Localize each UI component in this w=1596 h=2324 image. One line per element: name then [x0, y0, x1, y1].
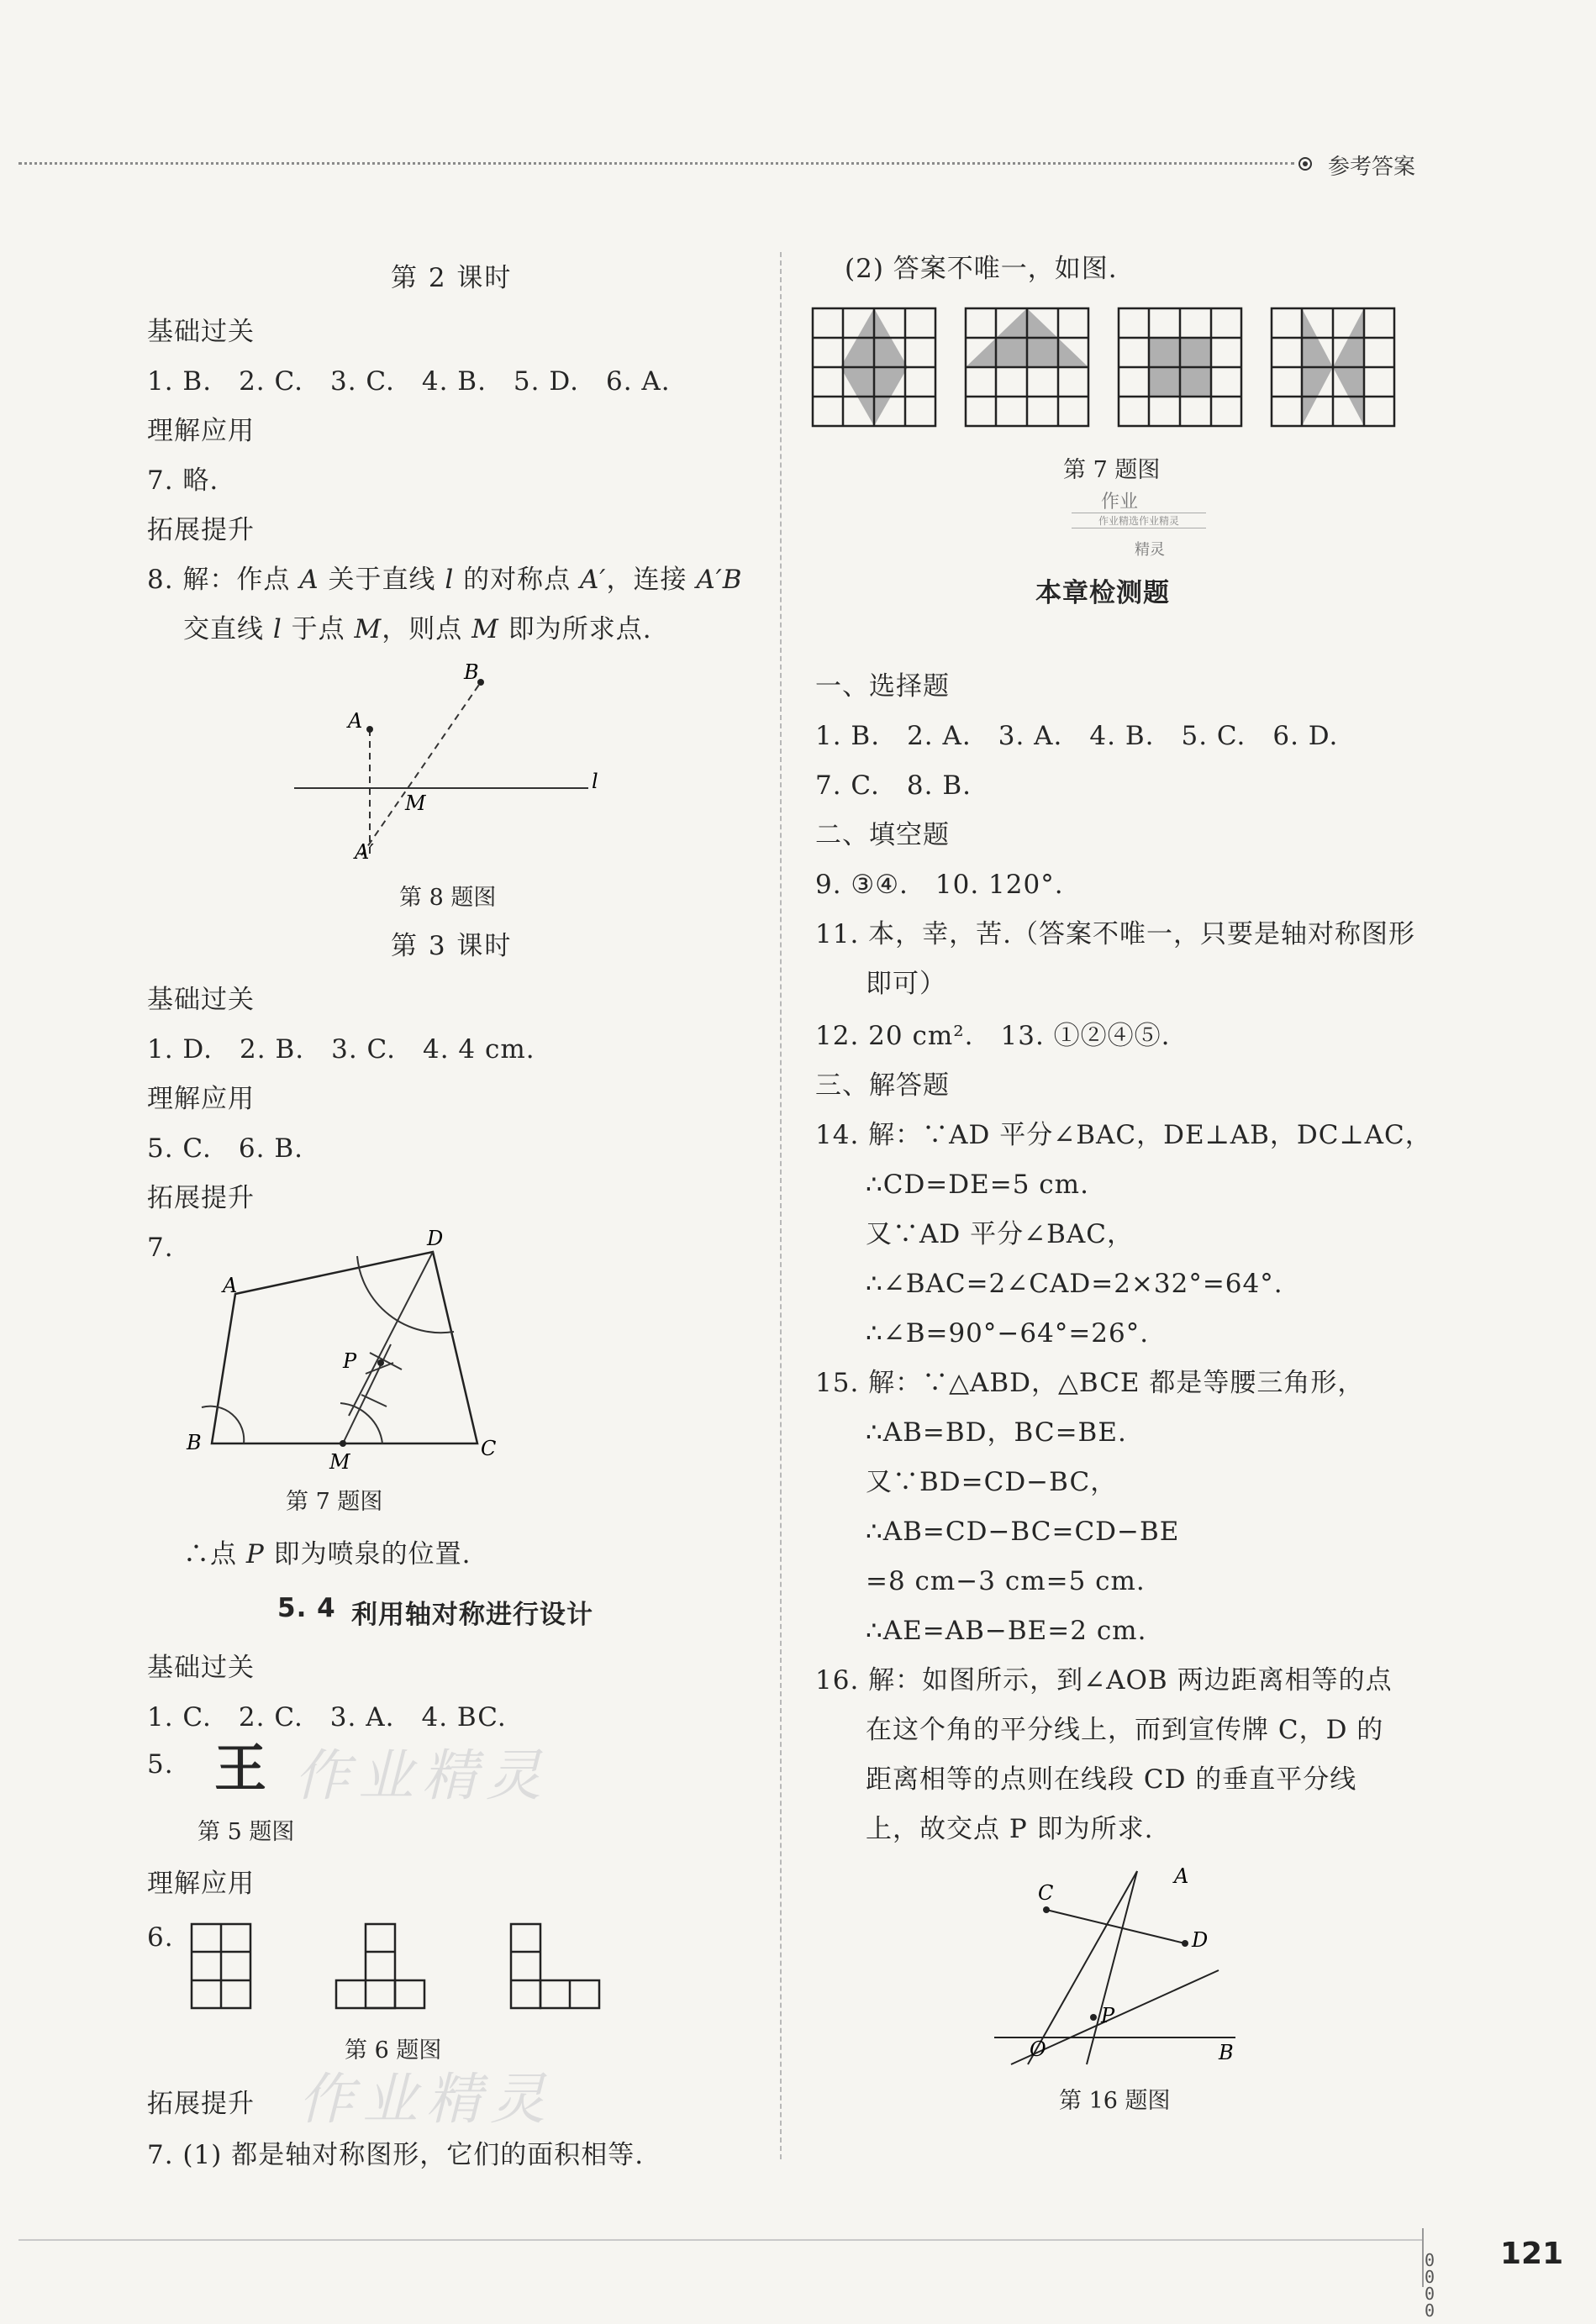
header-label: 参考答案 [1328, 155, 1416, 180]
figure-6 [185, 1920, 605, 2012]
label-D: D [427, 1227, 444, 1250]
fill-answers-3: 即可） [866, 969, 946, 999]
q6-shape-2 [336, 1924, 424, 2008]
section-solve: 三、解答题 [815, 1070, 950, 1101]
section-5-4-title: 利用轴对称进行设计 [351, 1600, 593, 1630]
ext2-heading: 拓展提升 [147, 1183, 255, 1213]
perp-bisector-CD [1087, 1871, 1137, 2064]
q14-line3: 又∵AD 平分∠BAC， [866, 1219, 1134, 1249]
stamp-bot: 精灵 [1135, 541, 1165, 559]
fig7-caption: 第 7 题图 [286, 1489, 383, 1515]
footer-rule [18, 2239, 1422, 2241]
q16-line2: 在这个角的平分线上，而到宣传牌 C，D 的 [866, 1715, 1384, 1745]
figure-7-left [176, 1227, 529, 1479]
label-C: C [481, 1437, 497, 1460]
ext3-heading: 拓展提升 [147, 2089, 255, 2119]
point-P [377, 1359, 384, 1366]
label-O: O [1030, 2037, 1046, 2061]
side-digits: 0000 [1425, 2250, 1435, 2321]
tick3 [361, 1395, 387, 1406]
label-M: M [329, 1450, 350, 1474]
point-A [366, 726, 373, 733]
q8-line1: 8. 解：作点 A 关于直线 l 的对称点 A′，连接 A′B [147, 565, 743, 595]
label-A: A [223, 1274, 238, 1297]
label-D: D [1192, 1928, 1209, 1952]
basic2-heading: 基础过关 [147, 985, 255, 1015]
target-icon [1298, 156, 1313, 171]
point-P [1090, 2014, 1097, 2021]
section-choice: 一、选择题 [815, 671, 950, 702]
q14-line4: ∴∠BAC=2∠CAD=2×32°=64°. [866, 1269, 1283, 1299]
watermark-2: 作业精灵 [298, 2067, 554, 2132]
q5-caption: 第 5 题图 [198, 1819, 295, 1845]
figure-16 [988, 1864, 1256, 2080]
lesson-2-title: 第 2 课时 [391, 263, 513, 293]
stamp-top: 作业 [1101, 492, 1139, 513]
segment-CD [1046, 1910, 1185, 1943]
basic-heading: 基础过关 [147, 317, 255, 347]
fill-answers-4: 12. 20 cm². 13. ①②④⑤. [815, 1021, 1171, 1051]
q15-line4: ∴AB=CD−BC=CD−BE [866, 1517, 1180, 1547]
apply-answers: 7. 略. [147, 465, 219, 496]
header-dotted-rule [18, 162, 1294, 165]
fill-answers-1: 9. ③④. 10. 120°. [815, 870, 1064, 900]
q16-line1: 16. 解：如图所示，到∠AOB 两边距离相等的点 [815, 1665, 1393, 1696]
q14-line2: ∴CD=DE=5 cm. [866, 1170, 1089, 1200]
label-B: B [1219, 2041, 1234, 2064]
fig8-caption: 第 8 题图 [399, 885, 497, 911]
quadrilateral-ABCD [212, 1252, 477, 1443]
label-A: A [1174, 1864, 1189, 1888]
label-A-prime: A′ [355, 840, 374, 864]
grid-4 [1272, 308, 1394, 426]
q16-line4: 上，故交点 P 即为所求. [866, 1814, 1154, 1844]
q6-shape-1 [192, 1924, 250, 2008]
label-l: l [592, 770, 598, 793]
q6-caption: 第 6 题图 [345, 2037, 442, 2064]
q7-number: 7. [147, 1233, 174, 1263]
fill-answers-2: 11. 本，幸，苦.（答案不唯一，只要是轴对称图形 [815, 919, 1416, 949]
fig7r-caption: 第 7 题图 [1063, 457, 1161, 483]
figure-7-right [811, 307, 1416, 433]
line-A2B [361, 682, 481, 855]
watermark-1: 作业精灵 [294, 1743, 550, 1808]
q15-line6: ∴AE=AB−BE=2 cm. [866, 1616, 1147, 1646]
basic3-answers: 1. C. 2. C. 3. A. 4. BC. [147, 1702, 507, 1732]
fig16-caption: 第 16 题图 [1059, 2088, 1171, 2114]
point-D [1182, 1940, 1188, 1947]
label-P: P [1101, 2004, 1115, 2027]
label-M: M [405, 791, 426, 815]
q16-line3: 距离相等的点则在线段 CD 的垂直平分线 [866, 1764, 1357, 1795]
apply3-heading: 理解应用 [147, 1869, 255, 1899]
q5-number: 5. [147, 1749, 174, 1780]
grid-3 [1119, 308, 1241, 426]
ext-heading: 拓展提升 [147, 515, 255, 545]
q7-part1: 7. (1) 都是轴对称图形，它们的面积相等. [147, 2140, 645, 2170]
apply2-answers: 5. C. 6. B. [147, 1133, 303, 1164]
choice-answers-1: 1. B. 2. A. 3. A. 4. B. 5. C. 6. D. [815, 721, 1339, 751]
label-B: B [187, 1431, 202, 1454]
q6-shape-3 [511, 1924, 599, 2008]
chapter-test-title: 本章检测题 [1035, 578, 1170, 608]
section-fill: 二、填空题 [815, 820, 950, 850]
label-P: P [343, 1349, 357, 1373]
point-C [1043, 1906, 1050, 1913]
q15-line3: 又∵BD=CD−BC， [866, 1467, 1118, 1497]
basic-answers: 1. B. 2. C. 3. C. 4. B. 5. D. 6. A. [147, 366, 671, 397]
q6-number: 6. [147, 1922, 174, 1953]
point-M [340, 1440, 346, 1447]
label-A: A [348, 709, 363, 733]
q7-part2: (2) 答案不唯一，如图. [845, 254, 1118, 284]
q7-conclusion: ∴点 P 即为喷泉的位置. [183, 1539, 471, 1569]
q5-figure-glyph: 王 [214, 1738, 267, 1799]
q15-line5: =8 cm−3 cm=5 cm. [866, 1566, 1146, 1596]
choice-answers-2: 7. C. 8. B. [815, 770, 972, 801]
column-divider [780, 252, 782, 2159]
q15-line1: 15. 解：∵△ABD，△BCE 都是等腰三角形， [815, 1368, 1365, 1398]
apply2-heading: 理解应用 [147, 1084, 255, 1114]
label-B: B [464, 660, 479, 684]
lesson-3-title: 第 3 课时 [391, 931, 513, 961]
q15-line2: ∴AB=BD，BC=BE. [866, 1417, 1127, 1448]
basic2-answers: 1. D. 2. B. 3. C. 4. 4 cm. [147, 1034, 535, 1065]
stamp-mid: 作业精选作业精灵 [1072, 513, 1206, 528]
page-number: 121 [1500, 2237, 1564, 2271]
section-5-4-number: 5. 4 [277, 1593, 336, 1623]
label-C: C [1038, 1881, 1054, 1905]
grid-1 [813, 308, 935, 426]
apply-heading: 理解应用 [147, 416, 255, 446]
q14-line1: 14. 解：∵AD 平分∠BAC，DE⊥AB，DC⊥AC， [815, 1120, 1432, 1150]
q14-line5: ∴∠B=90°−64°=26°. [866, 1318, 1150, 1349]
grid-2 [966, 308, 1088, 426]
figure-8 [277, 660, 614, 882]
q8-line2: 交直线 l 于点 M，则点 M 即为所求点. [183, 614, 652, 644]
basic3-heading: 基础过关 [147, 1653, 255, 1683]
arc-B [202, 1406, 244, 1443]
arc-D [357, 1256, 454, 1333]
